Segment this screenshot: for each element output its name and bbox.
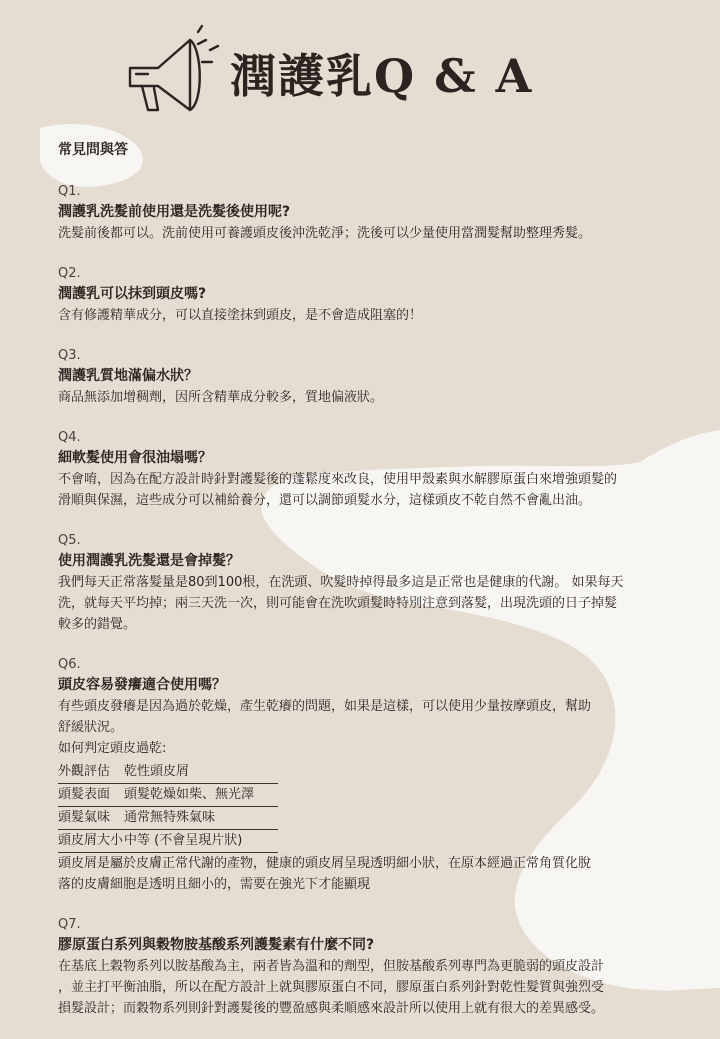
table-row bbox=[58, 784, 278, 807]
question-text: 潤護乳可以抹到頭皮嗎? bbox=[58, 286, 207, 302]
row-value: 通常無特殊氣味 bbox=[124, 810, 216, 825]
qa-item-7 bbox=[58, 915, 678, 1019]
question-text: 潤護乳質地滿偏水狀？ bbox=[58, 368, 198, 384]
answer-line: 舒緩狀況。 bbox=[58, 720, 124, 735]
question-number: Q1. bbox=[58, 184, 81, 199]
answer-line: 在基底上穀物系列以胺基酸為主，兩者皆為溫和的劑型，但胺基酸系列專門為更脆弱的頭皮設計 bbox=[58, 959, 605, 974]
question-text: 潤護乳洗髮前使用還是洗髮後使用呢? bbox=[58, 204, 291, 220]
page-title: 潤護乳Q & A bbox=[230, 49, 534, 103]
answer-line: 較多的錯覺。 bbox=[58, 617, 137, 632]
answer-line: 損髮設計；而穀物系列則針對護髮後的豐盈感與柔順感來設計所以使用上就有很大的差異感受。 bbox=[58, 1001, 605, 1016]
question-number: Q2. bbox=[58, 266, 81, 281]
question-text: 膠原蛋白系列與穀物胺基酸系列護髮素有什麼不同? bbox=[58, 937, 375, 953]
question-number: Q6. bbox=[58, 657, 81, 672]
answer-text: 商品無添加增稠劑，因所含精華成分較多，質地偏液狀。 bbox=[58, 390, 384, 405]
table-row bbox=[58, 761, 278, 784]
answer-line: 我們每天正常落髮量是80到100根，在洗頭、吹髮時掉得最多這是正常也是健康的代謝。 如果每天 bbox=[58, 575, 624, 590]
qa-item-4 bbox=[58, 428, 678, 511]
qa-item-5 bbox=[58, 531, 678, 635]
table-row bbox=[58, 807, 278, 830]
question-number: Q5. bbox=[58, 533, 81, 548]
row-value: 中等 (不會呈現片狀) bbox=[124, 833, 243, 848]
question-number: Q4. bbox=[58, 430, 81, 445]
question-number: Q7. bbox=[58, 917, 81, 932]
answer-text: 含有修護精華成分，可以直接塗抹到頭皮，是不會造成阻塞的！ bbox=[58, 308, 423, 323]
qa-item-2 bbox=[58, 264, 678, 326]
answer-text: 洗髮前後都可以。洗前使用可養護頭皮後沖洗乾淨；洗後可以少量使用當潤髮幫助整理秀髮。 bbox=[58, 226, 592, 241]
question-text: 細軟髮使用會很油塌嗎？ bbox=[58, 450, 212, 466]
answer-line: 頭皮屑是屬於皮膚正常代謝的產物，健康的頭皮屑呈現透明細小狀，在原本經過正常角質化脫 bbox=[58, 856, 592, 871]
megaphone-icon bbox=[118, 22, 223, 132]
answer-line: 滑順與保濕，這些成分可以補給養分，還可以調節頭髮水分，這樣頭皮不乾自然不會亂出油。 bbox=[58, 493, 592, 508]
row-label: 外觀評估 bbox=[58, 764, 111, 779]
row-label: 頭髮表面 bbox=[58, 787, 111, 802]
qa-content bbox=[58, 140, 678, 1039]
row-value: 乾性頭皮屑 bbox=[124, 764, 190, 779]
row-label: 頭髮氣味 bbox=[58, 810, 111, 825]
qa-item-6 bbox=[58, 655, 678, 895]
question-text: 使用潤護乳洗髮還是會掉髮？ bbox=[58, 553, 240, 569]
row-value: 頭髮乾燥如柴、無光澤 bbox=[124, 787, 255, 802]
answer-line: 不會唷，因為在配方設計時針對護髮後的蓬鬆度來改良，使用甲殼素與水解膠原蛋白來增強頭髮的 bbox=[58, 472, 618, 487]
qa-item-1 bbox=[58, 182, 678, 244]
answer-line: 落的皮膚細胞是透明且細小的，需要在強光下才能顯現 bbox=[58, 877, 371, 892]
answer-line: 洗，就每天平均掉；兩三天洗一次，則可能會在洗吹頭髮時特別注意到落髮，出現洗頭的日子掉髮 bbox=[58, 596, 618, 611]
row-label: 頭皮屑大小 bbox=[58, 833, 124, 848]
question-number: Q3. bbox=[58, 348, 81, 363]
answer-line: 如何判定頭皮過乾: bbox=[58, 741, 167, 756]
answer-line: 有些頭皮發癢是因為過於乾燥，產生乾癢的問題，如果是這樣，可以使用少量按摩頭皮，幫助 bbox=[58, 699, 592, 714]
scalp-dryness-table bbox=[58, 761, 278, 853]
section-title: 常見問與答 bbox=[58, 142, 128, 158]
question-text: 頭皮容易發癢適合使用嗎？ bbox=[58, 677, 226, 693]
answer-line: ，並主打平衡油脂，所以在配方設計上就與膠原蛋白不同，膠原蛋白系列針對乾性髮質與強烈受 bbox=[58, 980, 605, 995]
table-row bbox=[58, 830, 278, 853]
qa-item-3 bbox=[58, 346, 678, 408]
